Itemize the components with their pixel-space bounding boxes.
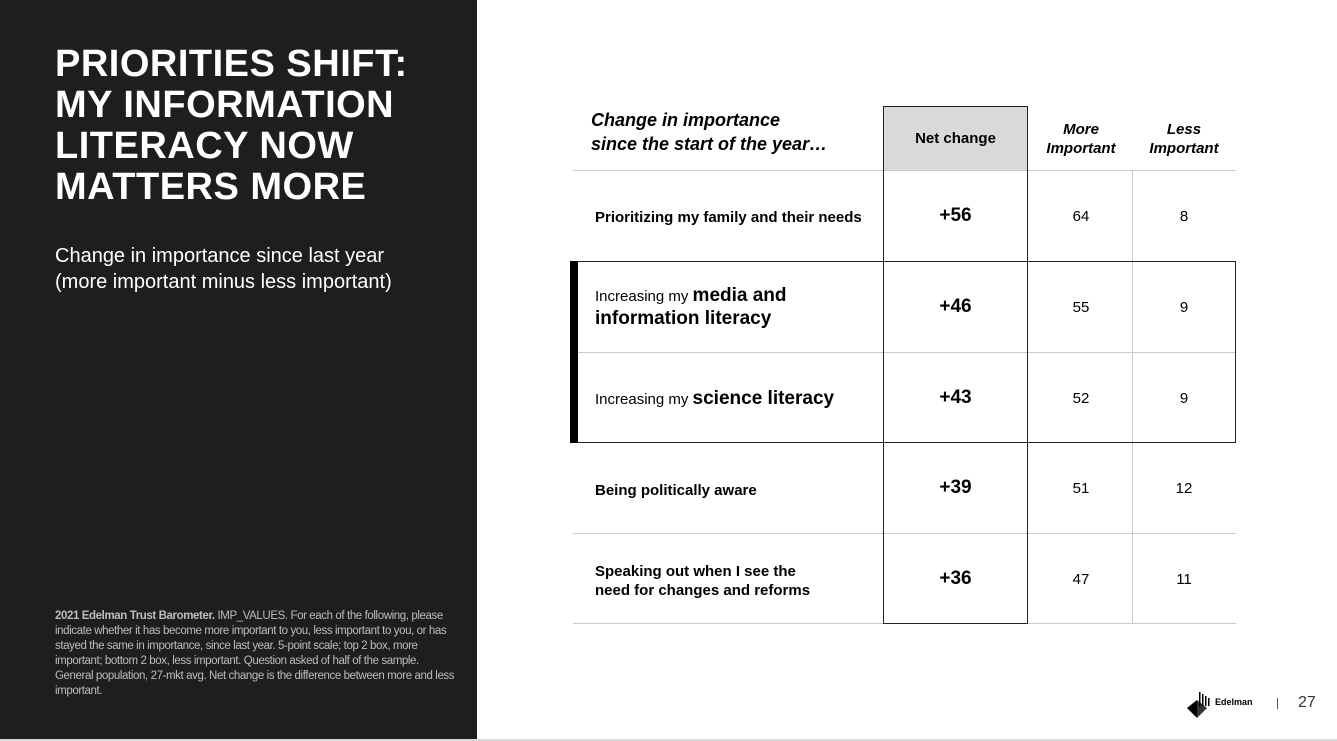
net-change-value: +43 xyxy=(939,387,972,408)
more-important-value: 47 xyxy=(1072,571,1090,588)
less-important-value: 11 xyxy=(1176,571,1192,588)
title-line: MY INFORMATION xyxy=(55,84,395,126)
more-important-value: 52 xyxy=(1072,390,1090,407)
less-important-value: 9 xyxy=(1179,299,1189,316)
header-line: More xyxy=(1063,121,1099,138)
title-line: PRIORITIES SHIFT: xyxy=(55,43,408,85)
row-label xyxy=(595,286,787,329)
table-heading xyxy=(591,108,827,156)
footnote-text: IMP_VALUES. For each of the following, please indicate whether it has become more important to you, less important to you, or has stayed the same in importance, since last year. 5-point scale; top 2 box, more important; bottom 2 box, less important. Question asked of half of the sample. General population, 27-mkt avg. Net change is the difference between more and less important. xyxy=(55,610,455,697)
table-heading-line: Change in importance xyxy=(591,110,781,130)
more-important-header xyxy=(1029,120,1133,158)
less-important-value: 8 xyxy=(1179,208,1189,225)
net-change-header: Net change xyxy=(884,107,1027,170)
page-separator xyxy=(1277,698,1278,709)
page-number: 27 xyxy=(1298,694,1316,711)
row-label-text: Prioritizing my family and their needs xyxy=(595,209,862,226)
net-change-value: +36 xyxy=(939,568,972,589)
subtitle xyxy=(55,243,455,295)
row-label-text: Speaking out when I see the xyxy=(595,563,796,580)
footnote-source: 2021 Edelman Trust Barometer. xyxy=(55,610,215,622)
title-line: MATTERS MORE xyxy=(55,166,367,208)
row-label-prefix: Increasing my xyxy=(595,391,693,408)
page-title xyxy=(55,44,455,208)
net-change-value: +46 xyxy=(939,296,972,317)
less-important-value: 9 xyxy=(1179,390,1189,407)
row-label-emphasis: media and xyxy=(692,285,787,306)
row-label xyxy=(595,562,810,600)
title-line: LITERACY NOW xyxy=(55,125,354,167)
subtitle-line: (more important minus less important) xyxy=(55,271,392,293)
net-change-value: +56 xyxy=(939,205,972,226)
row-label xyxy=(595,481,757,500)
more-important-value: 64 xyxy=(1072,208,1090,225)
row-label xyxy=(595,208,862,227)
net-change-value: +39 xyxy=(939,477,972,498)
row-label-emphasis: information literacy xyxy=(595,308,772,329)
header-line: Important xyxy=(1149,140,1219,157)
less-important-header xyxy=(1132,120,1236,158)
more-important-value: 51 xyxy=(1072,480,1090,497)
row-label-text: need for changes and reforms xyxy=(595,582,811,599)
row-label-prefix: Increasing my xyxy=(595,288,693,305)
table-heading-line: since the start of the year… xyxy=(591,134,828,154)
less-important-value: 12 xyxy=(1175,480,1193,497)
net-change-column-box xyxy=(883,106,1028,624)
more-important-value: 55 xyxy=(1072,299,1090,316)
row-label-text: Being politically aware xyxy=(595,482,757,499)
header-line: Less xyxy=(1166,121,1202,138)
brand-name: Edelman xyxy=(1215,697,1253,707)
footnote xyxy=(55,609,455,699)
subtitle-line: Change in importance since last year xyxy=(55,245,385,267)
row-label xyxy=(595,389,834,409)
row-label-emphasis: science literacy xyxy=(692,388,835,409)
header-line: Important xyxy=(1046,140,1116,157)
left-panel xyxy=(0,0,477,739)
highlight-bar xyxy=(570,261,578,443)
